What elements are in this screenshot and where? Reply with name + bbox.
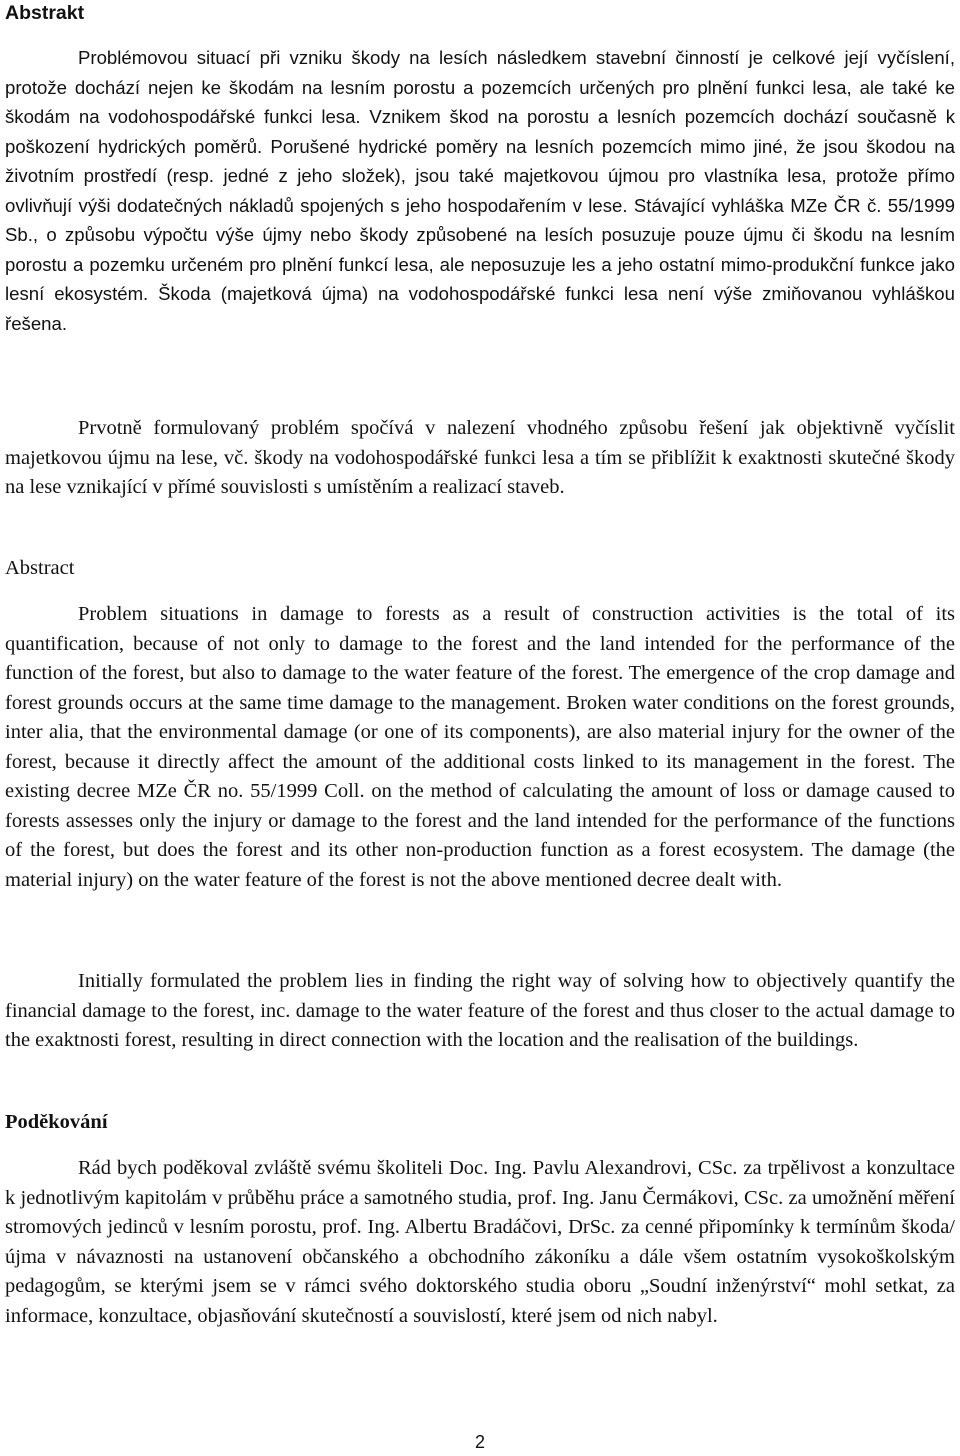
abstrakt-paragraph-2: Prvotně formulovaný problém spočívá v nalezení vhodného způsobu řešení jak objektivně vyčíslit majetkovou újmu na lese, vč. škody na vodohospodářské funkci lesa a tím se přiblížit k exaktnosti skutečné škody na lese vznikající v přímé souvislosti s umístěním a realizací staveb.: [5, 417, 955, 498]
page-number: 2: [474, 1432, 485, 1452]
abstract-paragraph-2: Initially formulated the problem lies in finding the right way of solving how to objectively quantify the financial damage to the forest, inc. damage to the water feature of the forest and thus closer to the actual damage to the exaktnosti forest, resulting in direct connection with the location and the realisation of the buildings.: [5, 970, 955, 1051]
podekovani-heading: Poděkování: [5, 1111, 108, 1133]
abstrakt-heading: Abstrakt: [5, 2, 85, 24]
abstract-heading: Abstract: [5, 557, 75, 579]
abstrakt-paragraph-1: Problémovou situací při vzniku škody na lesích následkem stavební činností je celkové její vyčíslení, protože dochází nejen ke škodám na lesním porostu a pozemcích určených pro plnění funkci lesa, ale také ke škodám na vodohospodářské funkci lesa. Vznikem škod na porostu a lesních pozemcích dochází současně k poškození hydrických poměrů. Porušené hydrické poměry na lesních pozemcích mimo jiné, že jsou škodou na životním prostředí (resp. jedné z jeho složek), jsou také majetkovou újmou pro vlastníka lesa, protože přímo ovlivňují výši dodatečných nákladů spojených s jeho hospodařením v lese. Stávající vyhláška MZe ČR č. 55/1999 Sb., o způsobu výpočtu výše újmy nebo škody způsobené na lesích posuzuje pouze újmu či škodu na lesním porostu a pozemku určeném pro plnění funkcí lesa, ale neposuzuje les a jeho ostatní mimo-produkční funkce jako lesní ekosystém. Škoda (majetková újma) na vodohospodářské funkci lesa není výše zmiňovanou vyhláškou řešena.: [5, 47, 955, 334]
abstract-paragraph-1: Problem situations in damage to forests as a result of construction activities is the total of its quantification, because of not only to damage to the forest and the land intended for the performance of the function of the forest, but also to damage to the water feature of the forest. The emergence of the crop damage and forest grounds occurs at the same time damage to the management. Broken water conditions on the forest grounds, inter alia, that the environmental damage (or one of its components), are also material injury for the owner of the forest, because it directly affect the amount of the additional costs linked to its management in the forest. The existing decree MZe ČR no. 55/1999 Coll. on the method of calculating the amount of loss or damage caused to forests assesses only the injury or damage to the forest and the land intended for the performance of the functions of the forest, but does the forest and its other non-production function as a forest ecosystem. The damage (the material injury) on the water feature of the forest is not the above mentioned decree dealt with.: [5, 603, 955, 891]
podekovani-paragraph: Rád bych poděkoval zvláště svému školiteli Doc. Ing. Pavlu Alexandrovi, CSc. za trpělivost a konzultace k jednotlivým kapitolám v průběhu práce a samotného studia, prof. Ing. Janu Čermákovi, CSc. za umožnění měření stromových jedinců v lesním porostu, prof. Ing. Albertu Bradáčovi, DrSc. za cenné připomínky k termínům škoda/újma v návaznosti na ustanovení občanského a obchodního zákoníku a dále všem ostatním vysokoškolským pedagogům, se kterými jsem se v rámci svého doktorského studia oboru „Soudní inženýrství“ mohl setkat, za informace, konzultace, objasňování skutečností a souvislostí, které jsem od nich nabyl.: [5, 1157, 955, 1327]
